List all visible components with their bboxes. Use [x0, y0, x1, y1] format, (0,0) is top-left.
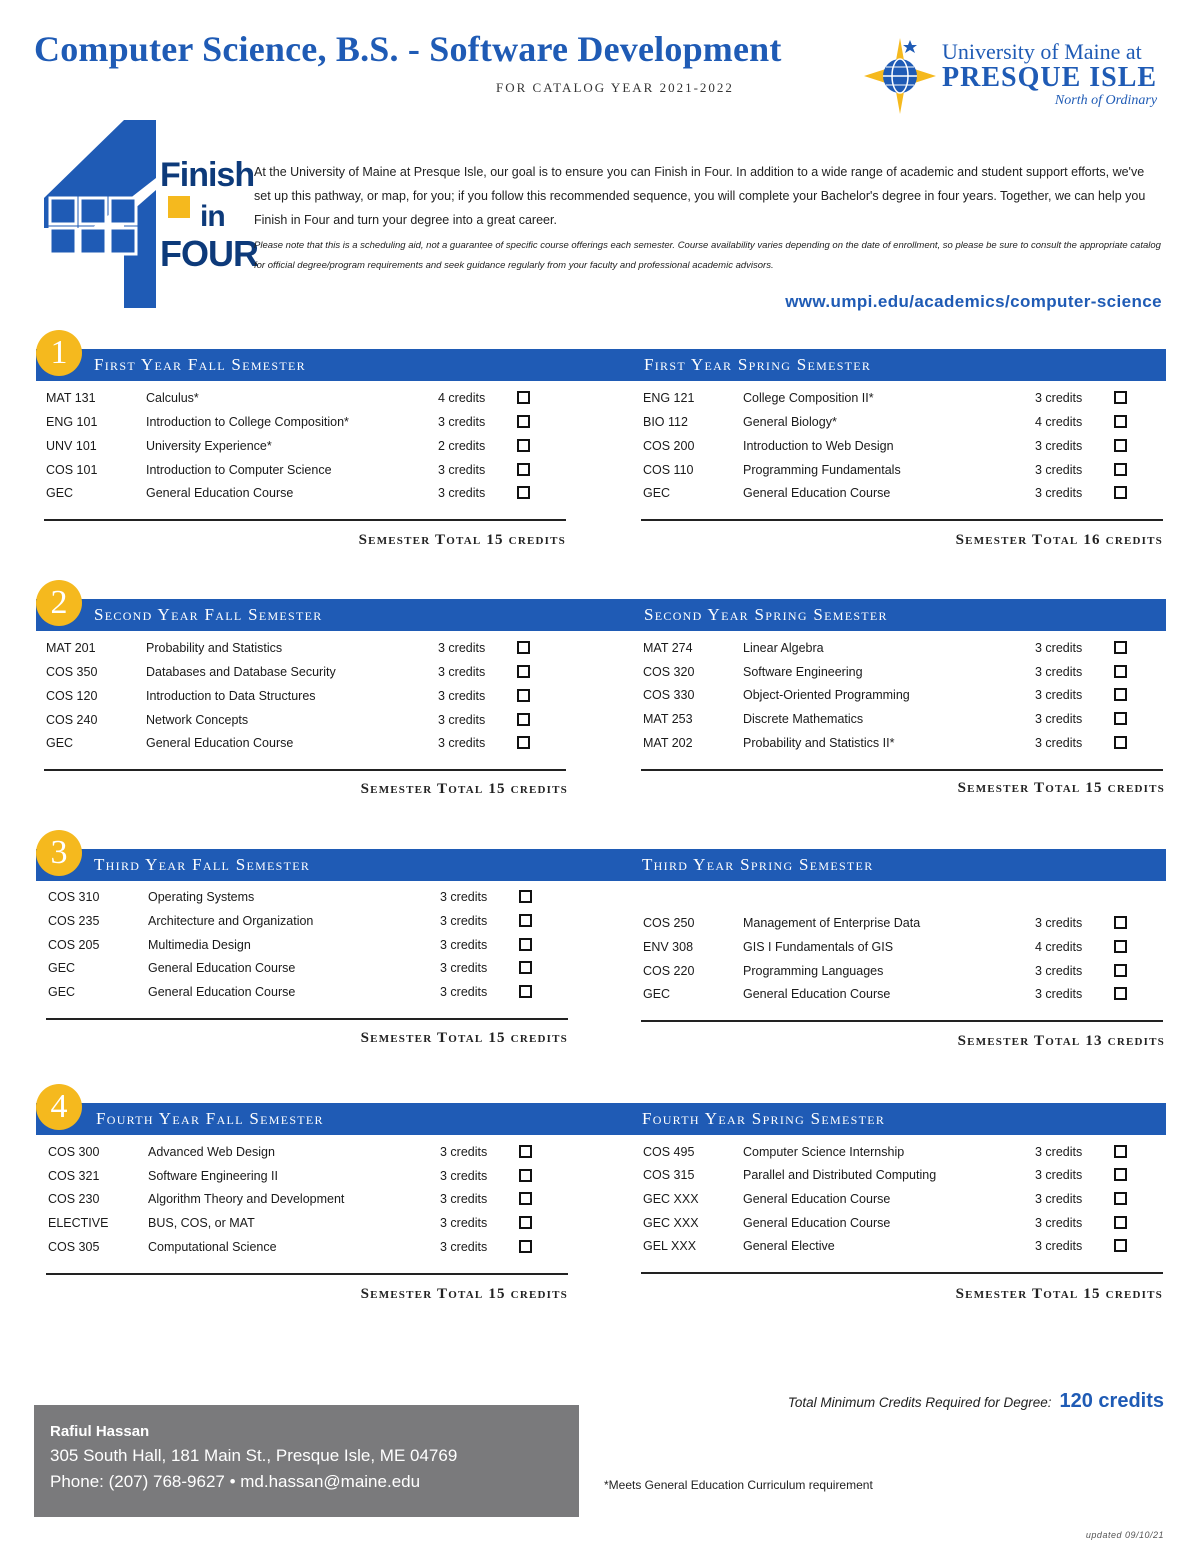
- course-code: GEC XXX: [643, 1192, 699, 1206]
- page-title: Computer Science, B.S. - Software Development: [34, 29, 782, 69]
- course-name: Introduction to Data Structures: [146, 689, 316, 703]
- year-4-number: 4: [36, 1084, 82, 1130]
- course-code: COS 200: [643, 439, 695, 453]
- course-name: Object-Oriented Programming: [743, 688, 910, 702]
- course-checkbox[interactable]: [517, 391, 530, 404]
- course-checkbox[interactable]: [1114, 1239, 1127, 1252]
- course-checkbox[interactable]: [519, 1145, 532, 1158]
- course-checkbox[interactable]: [1114, 641, 1127, 654]
- course-code: MAT 131: [46, 391, 96, 405]
- course-credits: 3 credits: [1035, 688, 1083, 702]
- course-credits: 3 credits: [1035, 1239, 1083, 1253]
- course-credits: 3 credits: [1035, 916, 1083, 930]
- intro-paragraph: At the University of Maine at Presque Isle, our goal is to ensure you can Finish in Four. In addition to a wide range of academic and student support efforts, we've set up this pathway, or map, for you; if you follow this recommended sequence, you will complete your Bachelor's degree in four years. Together, we can help you Finish in Four and turn your degree into a great career.: [254, 165, 1146, 227]
- course-credits: 4 credits: [438, 391, 486, 405]
- gen-ed-footnote: *Meets General Education Curriculum requirement: [604, 1478, 873, 1492]
- course-credits: 3 credits: [1035, 665, 1083, 679]
- course-code: ENV 308: [643, 940, 694, 954]
- divider: [641, 519, 1163, 521]
- course-checkbox[interactable]: [519, 1169, 532, 1182]
- course-checkbox[interactable]: [517, 665, 530, 678]
- course-checkbox[interactable]: [519, 1216, 532, 1229]
- course-name: Databases and Database Security: [146, 665, 336, 679]
- course-name: BUS, COS, or MAT: [148, 1216, 255, 1230]
- course-name: Algorithm Theory and Development: [148, 1192, 345, 1206]
- course-checkbox[interactable]: [519, 985, 532, 998]
- course-code: COS 250: [643, 916, 695, 930]
- course-name: General Education Course: [743, 1216, 891, 1230]
- updated-date: updated 09/10/21: [1085, 1530, 1164, 1540]
- course-code: COS 300: [48, 1145, 100, 1159]
- advisor-name: Rafiul Hassan: [50, 1423, 150, 1440]
- course-checkbox[interactable]: [1114, 1145, 1127, 1158]
- course-credits: 3 credits: [1035, 641, 1083, 655]
- course-checkbox[interactable]: [1114, 1216, 1127, 1229]
- year-1-number: 1: [36, 330, 82, 376]
- course-credits: 3 credits: [1035, 1145, 1083, 1159]
- course-checkbox[interactable]: [1114, 712, 1127, 725]
- course-credits: 3 credits: [438, 736, 486, 750]
- course-checkbox[interactable]: [1114, 964, 1127, 977]
- divider: [641, 769, 1163, 771]
- course-credits: 4 credits: [1035, 415, 1083, 429]
- semester-total: Semester Total 16 credits: [955, 532, 1163, 548]
- course-code: GEC: [46, 486, 74, 500]
- divider: [44, 769, 566, 771]
- globe-star-icon: [862, 36, 938, 116]
- course-checkbox[interactable]: [1114, 987, 1127, 1000]
- degree-total-value: 120 credits: [1059, 1390, 1164, 1412]
- course-checkbox[interactable]: [1114, 665, 1127, 678]
- course-credits: 4 credits: [1035, 940, 1083, 954]
- degree-total: [788, 1390, 1164, 1413]
- course-name: General Elective: [743, 1239, 835, 1253]
- course-name: University Experience*: [146, 439, 272, 453]
- badge-word-in: in: [200, 200, 225, 233]
- course-code: COS 240: [46, 713, 98, 727]
- badge-word-finish: Finish: [160, 156, 255, 194]
- course-credits: 3 credits: [1035, 439, 1083, 453]
- course-name: Parallel and Distributed Computing: [743, 1168, 937, 1182]
- semester-total: Semester Total 15 credits: [955, 1286, 1163, 1302]
- course-name: Network Concepts: [146, 713, 249, 727]
- semester-title: First Year Spring Semester: [644, 355, 872, 374]
- semester-title: Second Year Spring Semester: [644, 605, 888, 624]
- course-credits: 3 credits: [440, 1240, 488, 1254]
- course-credits: 3 credits: [440, 961, 488, 975]
- course-credits: 3 credits: [438, 665, 486, 679]
- course-name: Calculus*: [146, 391, 199, 405]
- course-checkbox[interactable]: [517, 641, 530, 654]
- course-name: Software Engineering: [743, 665, 863, 679]
- course-name: College Composition II*: [743, 391, 874, 405]
- advisor-phone-email: Phone: (207) 768-9627 • md.hassan@maine.edu: [50, 1472, 421, 1491]
- course-credits: 3 credits: [1035, 712, 1083, 726]
- scheduling-note: Please note that this is a scheduling aid, not a guarantee of specific course offerings each semester. Course availability varies depending on the date of enrollment, so please be sure to consult the appropriate catalog for official degree/program requirements and seek guidance regularly from your faculty and professional academic advisors.: [254, 240, 1161, 271]
- course-code: COS 310: [48, 890, 100, 904]
- course-name: Management of Enterprise Data: [743, 916, 921, 930]
- year-2-number: 2: [36, 580, 82, 626]
- course-checkbox[interactable]: [1114, 940, 1127, 953]
- course-checkbox[interactable]: [1114, 688, 1127, 701]
- course-credits: 3 credits: [1035, 1192, 1083, 1206]
- course-name: GIS I Fundamentals of GIS: [743, 940, 894, 954]
- course-checkbox[interactable]: [517, 415, 530, 428]
- course-code: COS 230: [48, 1192, 100, 1206]
- semester-title: Second Year Fall Semester: [94, 605, 323, 624]
- course-credits: 3 credits: [438, 641, 486, 655]
- course-credits: 3 credits: [440, 1216, 488, 1230]
- course-code: COS 101: [46, 463, 98, 477]
- course-code: ELECTIVE: [48, 1216, 109, 1230]
- advisor-contact-box: [34, 1405, 579, 1517]
- course-credits: 3 credits: [438, 689, 486, 703]
- course-checkbox[interactable]: [519, 938, 532, 951]
- course-code: COS 350: [46, 665, 98, 679]
- logo-tagline: North of Ordinary: [1054, 93, 1158, 108]
- course-credits: 3 credits: [440, 890, 488, 904]
- course-checkbox[interactable]: [517, 689, 530, 702]
- course-checkbox[interactable]: [519, 961, 532, 974]
- course-name: General Biology*: [743, 415, 837, 429]
- divider: [46, 1273, 568, 1275]
- course-credits: 3 credits: [438, 463, 486, 477]
- course-name: Probability and Statistics: [146, 641, 283, 655]
- course-checkbox[interactable]: [1114, 463, 1127, 476]
- course-credits: 3 credits: [1035, 391, 1083, 405]
- course-code: GEC: [46, 736, 74, 750]
- course-name: General Education Course: [146, 486, 294, 500]
- advisor-address: 305 South Hall, 181 Main St., Presque Isle, ME 04769: [50, 1446, 458, 1465]
- course-name: Linear Algebra: [743, 641, 824, 655]
- course-name: Computer Science Internship: [743, 1145, 905, 1159]
- divider: [641, 1272, 1163, 1274]
- course-checkbox[interactable]: [1114, 415, 1127, 428]
- course-checkbox[interactable]: [519, 914, 532, 927]
- course-credits: 3 credits: [440, 914, 488, 928]
- course-checkbox[interactable]: [1114, 916, 1127, 929]
- course-name: Software Engineering II: [148, 1169, 278, 1183]
- course-name: Discrete Mathematics: [743, 712, 864, 726]
- divider: [46, 1018, 568, 1020]
- course-code: COS 305: [48, 1240, 100, 1254]
- course-name: Programming Fundamentals: [743, 463, 901, 477]
- course-credits: 3 credits: [438, 713, 486, 727]
- course-code: COS 315: [643, 1168, 695, 1182]
- course-credits: 3 credits: [1035, 1216, 1083, 1230]
- course-code: MAT 274: [643, 641, 693, 655]
- course-checkbox[interactable]: [1114, 391, 1127, 404]
- course-credits: 3 credits: [440, 985, 488, 999]
- course-code: COS 495: [643, 1145, 695, 1159]
- semester-total: Semester Total 15 credits: [360, 781, 568, 797]
- course-checkbox[interactable]: [517, 439, 530, 452]
- course-checkbox[interactable]: [517, 486, 530, 499]
- course-code: GEL XXX: [643, 1239, 697, 1253]
- finish-in-four-badge: [44, 118, 258, 310]
- course-credits: 3 credits: [1035, 987, 1083, 1001]
- semester-total: Semester Total 15 credits: [358, 532, 566, 548]
- semester-title: Fourth Year Fall Semester: [96, 1109, 324, 1128]
- degree-total-label: Total Minimum Credits Required for Degree:: [787, 1395, 1052, 1410]
- course-code: MAT 253: [643, 712, 693, 726]
- course-credits: 3 credits: [440, 1192, 488, 1206]
- university-logo: [862, 36, 1162, 116]
- course-code: COS 330: [643, 688, 695, 702]
- course-code: COS 120: [46, 689, 98, 703]
- course-code: COS 205: [48, 938, 100, 952]
- course-code: MAT 201: [46, 641, 96, 655]
- course-name: Introduction to College Composition*: [146, 415, 349, 429]
- course-name: Multimedia Design: [148, 938, 251, 952]
- course-code: GEC: [643, 987, 671, 1001]
- semester-title: Third Year Spring Semester: [642, 855, 874, 874]
- course-checkbox[interactable]: [1114, 439, 1127, 452]
- course-checkbox[interactable]: [1114, 736, 1127, 749]
- course-name: Operating Systems: [148, 890, 255, 904]
- semester-title: First Year Fall Semester: [94, 355, 306, 374]
- course-name: General Education Course: [743, 486, 891, 500]
- course-checkbox[interactable]: [519, 1240, 532, 1253]
- course-checkbox[interactable]: [517, 736, 530, 749]
- course-code: GEC XXX: [643, 1216, 699, 1230]
- course-credits: 3 credits: [440, 1145, 488, 1159]
- logo-line1: University of Maine at: [942, 39, 1142, 64]
- course-name: Introduction to Computer Science: [146, 463, 332, 477]
- semester-total: Semester Total 13 credits: [957, 1033, 1165, 1049]
- course-checkbox[interactable]: [1114, 1168, 1127, 1181]
- year-3-number: 3: [36, 830, 82, 876]
- course-name: General Education Course: [146, 736, 294, 750]
- course-credits: 2 credits: [438, 439, 486, 453]
- course-checkbox[interactable]: [517, 713, 530, 726]
- course-credits: 3 credits: [438, 486, 486, 500]
- course-name: General Education Course: [148, 961, 296, 975]
- course-name: General Education Course: [743, 987, 891, 1001]
- course-credits: 3 credits: [440, 938, 488, 952]
- course-code: COS 321: [48, 1169, 100, 1183]
- course-code: COS 220: [643, 964, 695, 978]
- course-credits: 3 credits: [438, 415, 486, 429]
- course-code: ENG 101: [46, 415, 98, 429]
- divider: [641, 1020, 1163, 1022]
- program-url-link[interactable]: www.umpi.edu/academics/computer-science: [785, 292, 1162, 311]
- course-checkbox[interactable]: [519, 890, 532, 903]
- course-name: General Education Course: [743, 1192, 891, 1206]
- course-code: GEC: [48, 961, 76, 975]
- course-name: General Education Course: [148, 985, 296, 999]
- course-name: Advanced Web Design: [148, 1145, 275, 1159]
- course-code: BIO 112: [643, 415, 688, 429]
- course-code: COS 320: [643, 665, 695, 679]
- course-checkbox[interactable]: [517, 463, 530, 476]
- course-code: COS 235: [48, 914, 100, 928]
- course-credits: 3 credits: [1035, 1168, 1083, 1182]
- semester-title: Fourth Year Spring Semester: [642, 1109, 886, 1128]
- course-code: GEC: [48, 985, 76, 999]
- course-code: COS 110: [643, 463, 694, 477]
- course-name: Architecture and Organization: [148, 914, 314, 928]
- course-code: ENG 121: [643, 391, 695, 405]
- course-checkbox[interactable]: [1114, 486, 1127, 499]
- semester-total: Semester Total 15 credits: [360, 1030, 568, 1046]
- course-checkbox[interactable]: [519, 1192, 532, 1205]
- course-credits: 3 credits: [440, 1169, 488, 1183]
- divider: [44, 519, 566, 521]
- course-credits: 3 credits: [1035, 736, 1083, 750]
- course-checkbox[interactable]: [1114, 1192, 1127, 1205]
- course-name: Computational Science: [148, 1240, 277, 1254]
- badge-word-four: FOUR: [160, 233, 258, 274]
- course-code: MAT 202: [643, 736, 693, 750]
- course-credits: 3 credits: [1035, 486, 1083, 500]
- semester-title: Third Year Fall Semester: [94, 855, 311, 874]
- course-code: GEC: [643, 486, 671, 500]
- course-credits: 3 credits: [1035, 463, 1083, 477]
- catalog-year-subtitle: FOR CATALOG YEAR 2021-2022: [496, 80, 734, 95]
- course-code: UNV 101: [46, 439, 97, 453]
- course-name: Introduction to Web Design: [743, 439, 894, 453]
- course-name: Programming Languages: [743, 964, 884, 978]
- semester-total: Semester Total 15 credits: [360, 1286, 568, 1302]
- course-credits: 3 credits: [1035, 964, 1083, 978]
- semester-total: Semester Total 15 credits: [957, 780, 1165, 796]
- course-name: Probability and Statistics II*: [743, 736, 895, 750]
- logo-line2: PRESQUE ISLE: [942, 62, 1158, 93]
